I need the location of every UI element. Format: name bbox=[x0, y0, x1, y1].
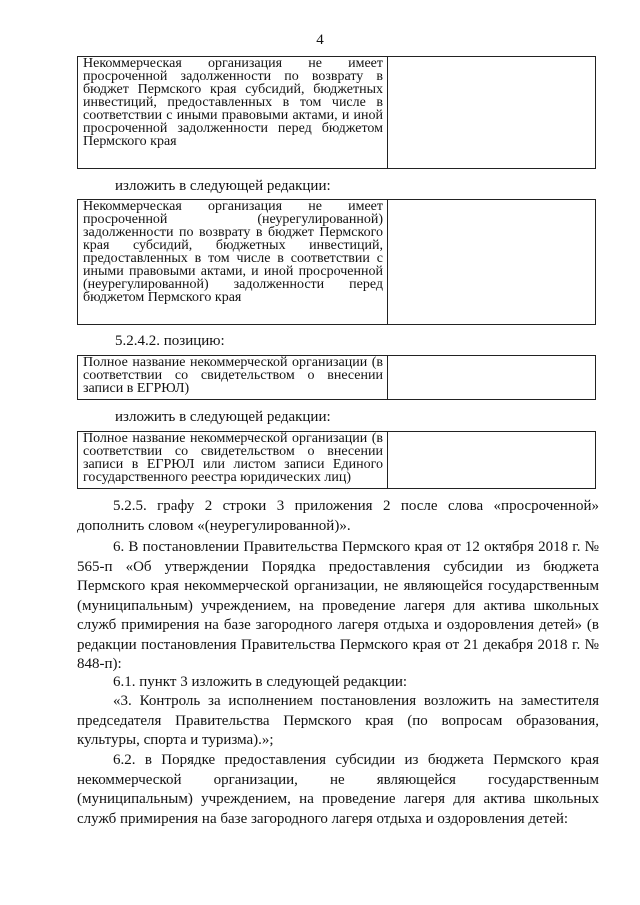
paragraph-6-1: 6.1. пункт 3 изложить в следующей редакции: bbox=[113, 674, 408, 690]
table-cell-text: Полное название некоммерческой организации (в соответствии со свидетельством о внесении записи в ЕГРЮЛ) bbox=[78, 356, 388, 400]
table-cell-text: Некоммерческая организация не имеет просроченной задолженности по возврату в бюджет Пермского края субсидий, бюджетных инвестиций, предоставленных в том числе в соответствии с иными правовыми актами, и иной просроченной задолженности перед бюджетом Пермского края bbox=[78, 57, 388, 169]
position-table-old-2 bbox=[77, 355, 596, 400]
table-cell-empty bbox=[388, 356, 596, 400]
table-cell-text: Некоммерческая организация не имеет просроченной (неурегулированной) задолженности по возврату в бюджет Пермского края субсидий, бюджетных инвестиций, предоставленных в том числе в соответствии с иными правовыми актами, и иной просроченной (неурегулированной) задолженности перед бюджетом Пермского края bbox=[78, 200, 388, 325]
instruction-line: изложить в следующей редакции: bbox=[115, 178, 331, 194]
position-table-new-1 bbox=[77, 199, 596, 325]
instruction-line: изложить в следующей редакции: bbox=[115, 409, 331, 425]
page-number: 4 bbox=[316, 32, 324, 48]
paragraph-quote: «3. Контроль за исполнением постановления возложить на заместителя председателя Правительства Пермского края (по вопросам образования, культуры, спорта и туризма).»; bbox=[77, 693, 599, 748]
table-cell-text: Полное название некоммерческой организации (в соответствии со свидетельством о внесении записи в ЕГРЮЛ или листом записи Единого государственного реестра юридических лиц) bbox=[78, 432, 388, 489]
position-table-new-2 bbox=[77, 431, 596, 489]
paragraph-5-2-5: 5.2.5. графу 2 строки 3 приложения 2 после слова «просроченной» дополнить словом «(неурегулированной)». bbox=[77, 498, 599, 534]
table-cell-empty bbox=[388, 432, 596, 489]
paragraph-6: 6. В постановлении Правительства Пермского края от 12 октября 2018 г. № 565-п «Об утверждении Порядка предоставления субсидии из бюджета Пермского края некоммерческой организации, не являющейся государственным (муниципальным) учреждением, на проведение лагеря для актива школьных служб примирения на базе загородного лагеря отдыха и оздоровления детей» (в редакции постановления Правительства Пермского края от 21 декабря 2018 г. № 848-п): bbox=[77, 539, 599, 672]
table-cell-empty bbox=[388, 57, 596, 169]
table-cell-empty bbox=[388, 200, 596, 325]
instruction-line: 5.2.4.2. позицию: bbox=[115, 333, 225, 349]
position-table-old-1 bbox=[77, 56, 596, 169]
paragraph-6-2: 6.2. в Порядке предоставления субсидии из бюджета Пермского края некоммерческой организации, не являющейся государственным (муниципальным) учреждением, на проведение лагеря для актива школьных служб примирения на базе загородного лагеря отдыха и оздоровления детей: bbox=[77, 752, 599, 827]
